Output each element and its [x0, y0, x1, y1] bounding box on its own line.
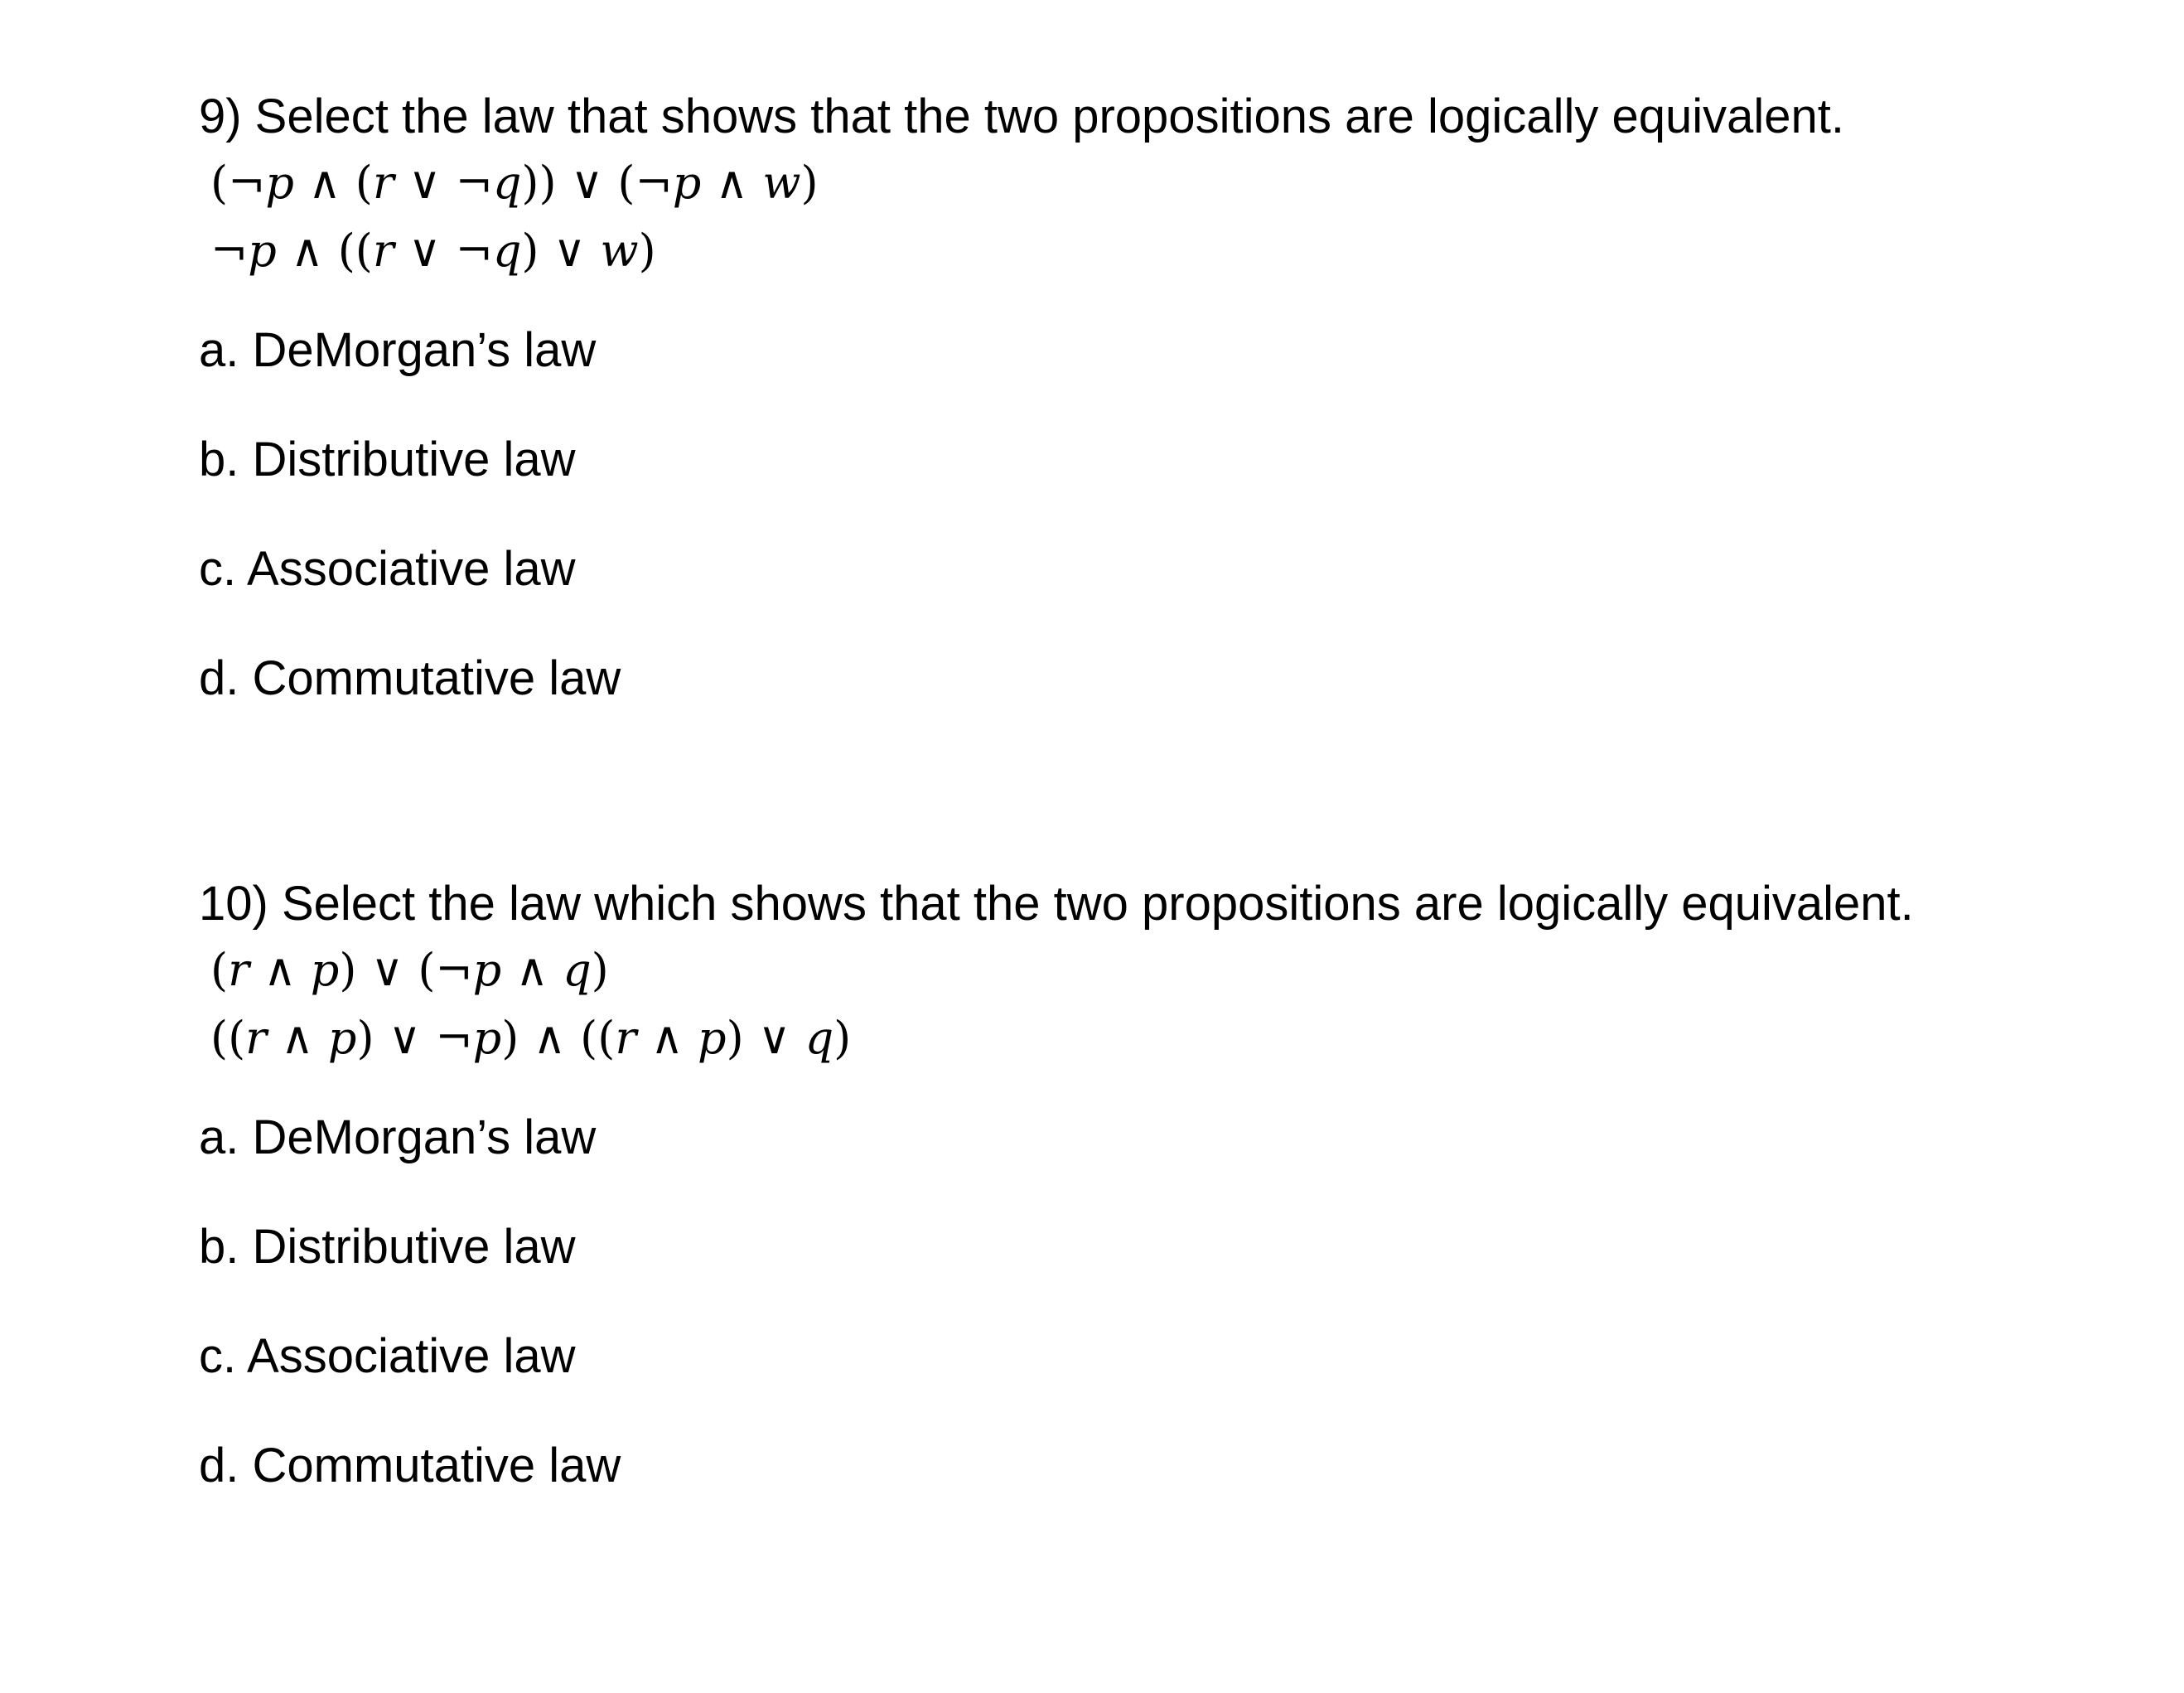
answer-option-a[interactable]: a. DeMorgan’s law	[199, 1110, 597, 1164]
answer-option-d[interactable]: d. Commutative law	[199, 1439, 621, 1492]
question-10	[199, 872, 2104, 1548]
question-9	[199, 85, 2104, 761]
answer-option-c[interactable]: c. Associative law	[199, 542, 576, 596]
proposition-formula: (r ∧ p) ∨ (¬p ∧ q)	[210, 944, 609, 996]
proposition-formula: ((r ∧ p) ∨ ¬p) ∧ ((r ∧ p) ∨ q)	[210, 1012, 852, 1064]
answer-option-a[interactable]: a. DeMorgan’s law	[199, 323, 597, 377]
question-prompt: 9) Select the law that shows that the two propositions are logically equivalent.	[199, 89, 1844, 143]
answer-option-d[interactable]: d. Commutative law	[199, 651, 621, 705]
answer-option-b[interactable]: b. Distributive law	[199, 433, 576, 486]
answer-options	[199, 323, 2104, 706]
answer-option-b[interactable]: b. Distributive law	[199, 1220, 576, 1274]
answer-options	[199, 1110, 2104, 1493]
proposition-formula: ¬p ∧ ((r ∨ ¬q) ∨ w)	[210, 225, 656, 277]
answer-option-c[interactable]: c. Associative law	[199, 1329, 576, 1383]
proposition-formula: (¬p ∧ (r ∨ ¬q)) ∨ (¬p ∧ w)	[210, 157, 819, 209]
question-prompt: 10) Select the law which shows that the two propositions are logically equivalent.	[199, 877, 1914, 931]
